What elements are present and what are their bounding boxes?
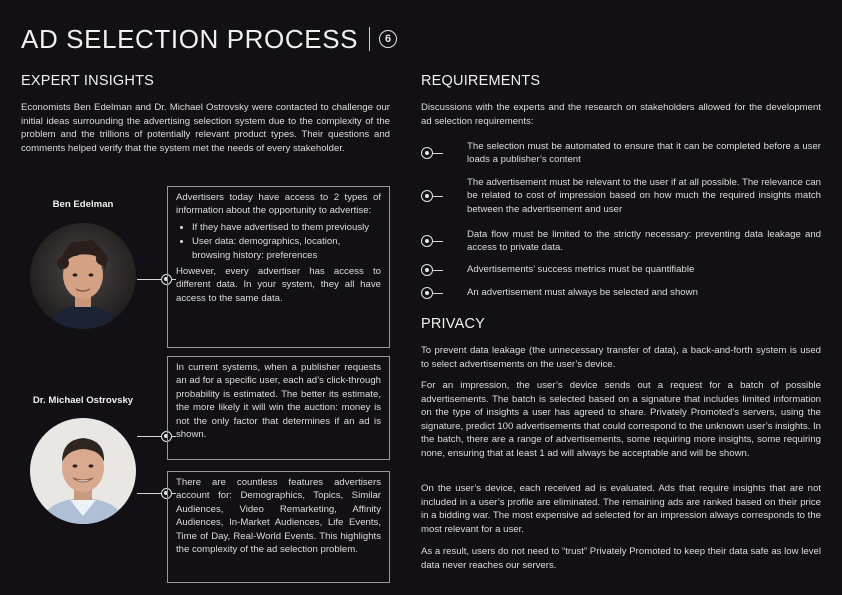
bullet-node-icon	[421, 190, 467, 202]
page-header	[21, 25, 397, 53]
bullet-node-icon	[421, 235, 467, 247]
note-1-bullets	[176, 221, 381, 262]
connector-line	[137, 436, 161, 437]
title-divider	[369, 27, 370, 51]
requirements-heading: REQUIREMENTS	[421, 73, 541, 89]
expert-name-ostrovsky: Dr. Michael Ostrovsky	[32, 395, 134, 406]
requirement-item	[421, 286, 821, 300]
expert-name-edelman: Ben Edelman	[52, 199, 114, 210]
requirement-item	[421, 175, 821, 217]
note-1-bullet: • If they have advertised to them previously	[192, 221, 381, 234]
expert-note-1	[167, 186, 390, 348]
portrait-edelman	[30, 223, 136, 329]
requirement-text: Advertisements’ success metrics must be quantifiable	[467, 264, 695, 276]
connector-line	[137, 493, 161, 494]
note-1-outro: However, every advertiser has access to different data. In your system, they all have access to the same data.	[176, 266, 381, 304]
privacy-paragraph: On the user’s device, each received ad is evaluated. Ads that require insights that are not included in a user’s profile are eliminated. The remaining ads are ranked based on their price in a bidding war. The most expensive ad selected for an impression always corresponds to the most relevant for a user.	[421, 483, 821, 535]
expert-insights-intro: Economists Ben Edelman and Dr. Michael Ostrovsky were contacted to challenge our initial ideas surrounding the advertising selection system due to the complexity of the problem and the trillions of potentially relevant product types. Their questions and comments helped verify that the system met the needs of every stakeholder.	[21, 102, 390, 154]
expert-note-2: In current systems, when a publisher requests an ad for a specific user, each ad’s click-through probability is estimated. The better its estimate, the more likely it will win the auction: money is not the only factor that determines if an ad is shown.	[167, 356, 390, 460]
note-1-intro: Advertisers today have access to 2 types of information about the opportunity to advertise:	[176, 192, 381, 217]
bullet-node-icon	[421, 264, 467, 276]
requirement-item	[421, 263, 821, 277]
portrait-ostrovsky	[30, 418, 136, 524]
expert-note-3: There are countless features advertisers account for: Demographics, Topics, Similar Audiences, Video Remarketing, Affinity Audiences, In-Market Audiences, Life Events, Time of Day, Real-World Events. This highlights the complexity of the ad selection problem.	[167, 471, 390, 583]
requirement-text: The selection must be automated to ensure that it can be completed before a user loads a publisher’s content	[467, 140, 821, 165]
requirement-item	[421, 226, 821, 256]
bullet-node-icon	[421, 147, 467, 159]
expert-insights-heading: EXPERT INSIGHTS	[21, 73, 154, 89]
privacy-paragraph: To prevent data leakage (the unnecessary transfer of data), a back-and-forth system is used to select advertisements on the user’s device.	[421, 345, 821, 370]
connector-line	[137, 279, 161, 280]
requirement-text: The advertisement must be relevant to the user if at all possible. The relevance can be related to cost of impression based on how much the required insights match between the advertisement and user	[467, 176, 821, 215]
bullet-node-icon	[421, 287, 467, 299]
privacy-heading: PRIVACY	[421, 316, 485, 332]
requirement-item	[421, 138, 821, 168]
requirement-text: Data flow must be limited to the strictly necessary: preventing data leakage and access to private data.	[467, 228, 821, 253]
page-number-badge: 6	[379, 30, 397, 48]
note-1-bullet: • User data: demographics, location, browsing history: preferences	[192, 235, 381, 262]
privacy-paragraph: For an impression, the user’s device sends out a request for a batch of possible advertisements. The batch is selected based on a signature that includes limited information on the type of insights a user has agreed to share. Privately Promoted’s servers, using the signature, predict 100 advertisements that could correspond to the unknown user’s insights. In the batch, there are a range of advertisements, some requiring more insights, some requiring none, ensuring that at least 1 ad will always be acceptable and will be shown.	[421, 380, 821, 459]
requirements-intro: Discussions with the experts and the research on stakeholders allowed for the development ad selection requirements:	[421, 102, 821, 127]
requirement-text: An advertisement must always be selected and shown	[467, 287, 698, 299]
page-title: AD SELECTION PROCESS	[21, 24, 359, 54]
privacy-paragraph: As a result, users do not need to “trust” Privately Promoted to keep their data safe as low level data never reaches our servers.	[421, 546, 821, 571]
